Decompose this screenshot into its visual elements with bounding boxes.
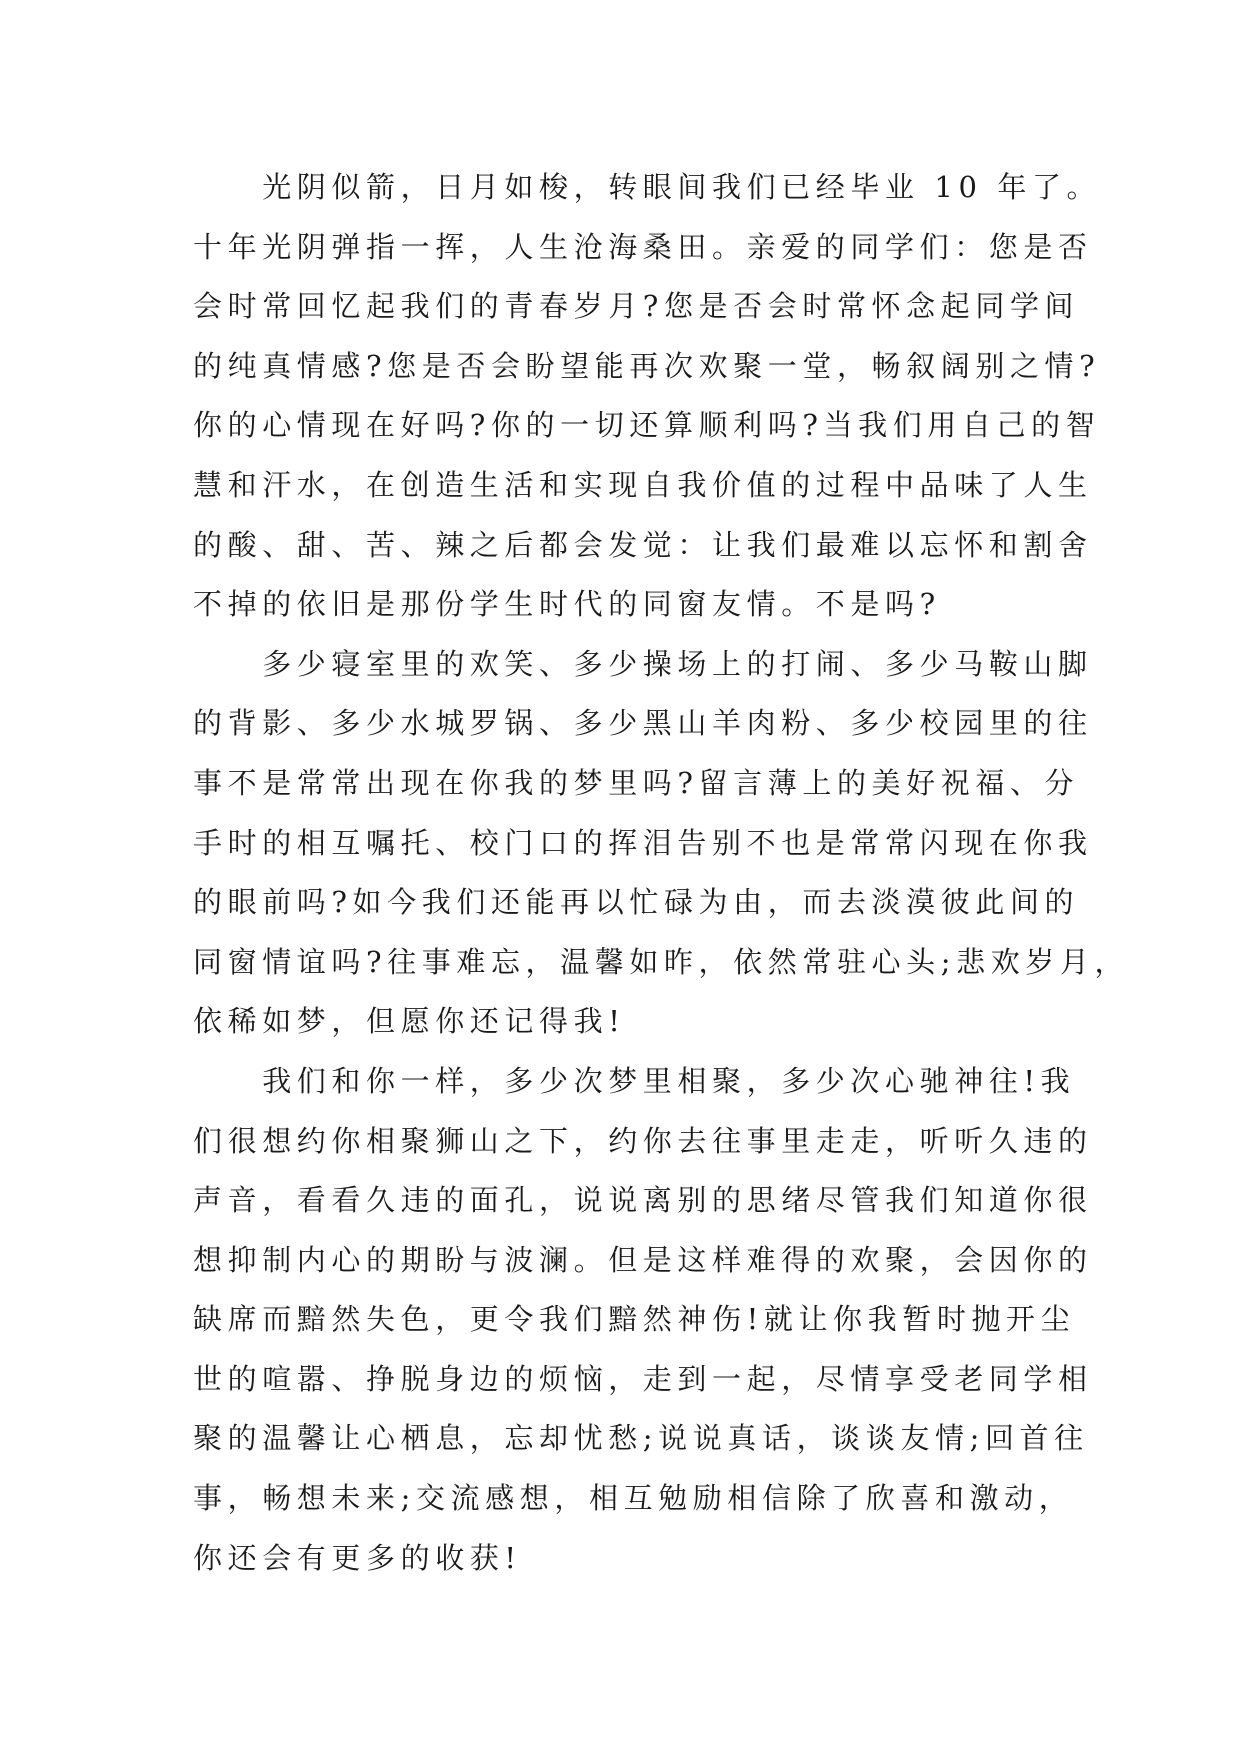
text-line: 事不是常常出现在你我的梦里吗?留言薄上的美好祝福、分 <box>193 765 1080 800</box>
text-line: 的纯真情感?您是否会盼望能再次欢聚一堂，畅叙阔别之情? <box>193 348 1101 383</box>
text-line: 事，畅想未来;交流感想，相互勉励相信除了欣喜和激动， <box>193 1481 1074 1516</box>
text-line: 的酸、甜、苦、辣之后都会发觉：让我们最难以忘怀和割舍 <box>193 527 1093 562</box>
text-line: 世的喧嚣、挣脱身边的烦恼，走到一起，尽情享受老同学相 <box>193 1361 1093 1396</box>
paragraph-3 <box>193 1052 1093 1588</box>
document-body <box>193 158 1130 1588</box>
text-line: 声音，看看久违的面孔，说说离别的思绪尽管我们知道你很 <box>193 1183 1093 1218</box>
text-line: 我们和你一样，多少次梦里相聚，多少次心驰神往!我 <box>193 1063 1076 1098</box>
text-line: 同窗情谊吗?往事难忘，温馨如昨，依然常驻心头;悲欢岁月， <box>193 944 1130 979</box>
text-line: 缺席而黯然失色，更令我们黯然神伤!就让你我暂时抛开尘 <box>193 1302 1076 1337</box>
text-line: 手时的相互嘱托、校门口的挥泪告别不也是常常闪现在你我 <box>193 825 1093 860</box>
text-line: 聚的温馨让心栖息，忘却忧愁;说说真话，谈谈友情;回首往 <box>193 1421 1089 1456</box>
text-line: 多少寝室里的欢笑、多少操场上的打闹、多少马鞍山脚 <box>193 646 1093 681</box>
text-line: 的背影、多少水城罗锅、多少黑山羊肉粉、多少校园里的往 <box>193 706 1093 741</box>
text-line: 你还会有更多的收获! <box>193 1540 522 1575</box>
text-line: 的眼前吗?如今我们还能再以忙碌为由，而去淡漠彼此间的 <box>193 885 1080 920</box>
text-line: 你的心情现在好吗?你的一切还算顺利吗?当我们用自己的智 <box>193 408 1101 443</box>
text-line: 光阴似箭，日月如梭，转眼间我们已经毕业 10 年了。 <box>193 170 1102 204</box>
text-line: 不掉的依旧是那份学生时代的同窗友情。不是吗? <box>193 587 941 622</box>
text-line: 慧和汗水，在创造生活和实现自我价值的过程中品味了人生 <box>193 467 1093 502</box>
paragraph-1 <box>193 158 1102 635</box>
text-line: 想抑制内心的期盼与波澜。但是这样难得的欢聚，会因你的 <box>193 1242 1093 1277</box>
text-line: 十年光阴弹指一挥，人生沧海桑田。亲爱的同学们：您是否 <box>193 229 1093 264</box>
paragraph-2 <box>193 635 1130 1052</box>
text-line: 会时常回忆起我们的青春岁月?您是否会时常怀念起同学间 <box>193 289 1080 324</box>
text-line: 依稀如梦，但愿你还记得我! <box>193 1004 626 1039</box>
text-line: 们很想约你相聚狮山之下，约你去往事里走走，听听久违的 <box>193 1123 1093 1158</box>
